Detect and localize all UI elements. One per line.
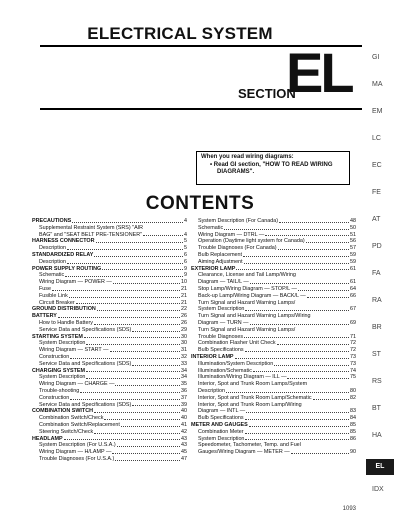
toc-heading[interactable]: [32, 266, 187, 273]
leader-dots: [243, 256, 349, 257]
leader-dots: [112, 453, 180, 454]
section-tab-bt[interactable]: BT: [372, 405, 381, 412]
toc-entry[interactable]: [32, 279, 187, 286]
leader-dots: [117, 446, 180, 447]
toc-entry-page: 21: [181, 285, 187, 292]
toc-entry[interactable]: [191, 218, 356, 225]
toc-entry[interactable]: [32, 300, 187, 307]
toc-entry-page: 29: [181, 326, 187, 333]
toc-entry-title: Illumination/Wiring Diagram — ILL —: [198, 374, 287, 381]
toc-entry-title: Bulb Specifications: [198, 347, 244, 354]
leader-dots: [244, 337, 349, 338]
toc-entry-title: Combination Meter: [198, 428, 244, 435]
toc-entry[interactable]: [32, 422, 187, 429]
toc-entry-page: 22: [181, 306, 187, 313]
toc-entry-title: POWER SUPPLY ROUTING: [32, 265, 102, 272]
toc-entry-title: Wiring Diagram — DTRL —: [198, 231, 265, 238]
toc-entry[interactable]: [191, 436, 356, 443]
toc-entry[interactable]: [32, 429, 187, 436]
toc-entry-page: 35: [181, 381, 187, 388]
toc-entry[interactable]: [32, 286, 187, 293]
note-line-1: When you read wiring diagrams:: [201, 154, 294, 160]
toc-entry-title: Combination Flasher Unit Check: [198, 340, 276, 347]
toc-entry-page: 69: [350, 319, 356, 326]
toc-entry-page: 56: [350, 238, 356, 245]
toc-entry-title: Operation (Daytime light system for Canada): [198, 238, 305, 245]
section-tab-rs[interactable]: RS: [372, 378, 382, 385]
toc-entry-title: Trouble-shooting: [39, 387, 80, 394]
leader-dots: [84, 337, 180, 338]
toc-entry-page: 82: [350, 394, 356, 401]
toc-entry[interactable]: [191, 340, 356, 347]
note-line-2: • Read GI section, "HOW TO READ WIRING: [210, 161, 333, 168]
toc-entry[interactable]: [191, 415, 356, 422]
leader-dots: [277, 344, 349, 345]
toc-entry-title: Interior, Spot and Trunk Room Lamp/Schematic: [198, 394, 312, 401]
toc-entry[interactable]: [32, 354, 187, 361]
toc-entry-page: 72: [350, 340, 356, 347]
wiring-diagram-note: [196, 151, 350, 185]
toc-entry-title: Back-up Lamp/Wiring Diagram — BACK/L —: [198, 292, 306, 299]
section-label: SECTION: [238, 86, 296, 101]
toc-entry-page: 9: [184, 265, 187, 272]
toc-entry-page: 71: [350, 333, 356, 340]
section-tab-lc[interactable]: LC: [372, 135, 381, 142]
toc-entry-page: 26: [181, 313, 187, 320]
toc-entry-title: Service Data and Specifications (SDS): [39, 401, 132, 408]
toc-entry-page: 6: [184, 251, 187, 258]
toc-entry-page: 45: [181, 449, 187, 456]
toc-entry-title: Fuse: [39, 285, 51, 292]
toc-entry[interactable]: [32, 381, 187, 388]
leader-dots: [132, 365, 180, 366]
leader-dots: [143, 235, 183, 236]
toc-entry-title: System Description (For U.S.A.): [39, 442, 116, 449]
leader-dots: [94, 433, 180, 434]
toc-entry-page: 51: [350, 231, 356, 238]
leader-dots: [236, 269, 349, 270]
toc-entry-title: COMBINATION SWITCH: [32, 408, 93, 415]
leader-dots: [313, 399, 349, 400]
toc-entry[interactable]: [191, 300, 356, 307]
toc-entry-title: Bulb Replacement: [198, 251, 243, 258]
toc-entry-page: 40: [181, 415, 187, 422]
toc-heading[interactable]: [191, 354, 356, 361]
toc-entry[interactable]: [191, 259, 356, 266]
toc-entry[interactable]: [191, 334, 356, 341]
toc-entry[interactable]: [191, 402, 356, 409]
toc-entry-page: 6: [184, 258, 187, 265]
toc-entry-title: How to Handle Battery: [39, 319, 93, 326]
toc-entry[interactable]: [191, 381, 356, 388]
toc-entry[interactable]: [191, 374, 356, 381]
toc-entry-page: 85: [350, 428, 356, 435]
leader-dots: [274, 365, 349, 366]
toc-entry-page: 50: [350, 224, 356, 231]
toc-entry-title: PRECAUTIONS: [32, 218, 72, 224]
toc-heading[interactable]: [32, 306, 187, 313]
toc-entry-title: Service Data and Specifications (SDS): [39, 326, 132, 333]
toc-entry-title: Construction: [39, 353, 70, 360]
toc-entry-title: Trouble Diagnoses (For Canada): [198, 245, 277, 252]
toc-entry-title: Steering Switch/Check: [39, 428, 94, 435]
toc-entry-title: Interior, Spot and Trunk Room Lamps/System: [198, 381, 308, 388]
leader-dots: [86, 378, 180, 379]
toc-entry-page: 84: [350, 415, 356, 422]
section-tab-el[interactable]: EL: [366, 459, 394, 475]
toc-entry-title: Aiming Adjustment: [198, 258, 243, 265]
toc-entry-page: 90: [350, 449, 356, 456]
toc-entry-page: 73: [350, 353, 356, 360]
leader-dots: [94, 324, 180, 325]
toc-entry-title: Fusible Link: [39, 292, 68, 299]
toc-entry-page: 34: [181, 374, 187, 381]
toc-entry-title: Stop Lamp/Wiring Diagram — STOP/L —: [198, 285, 297, 292]
toc-entry-title: Trouble Diagnoses: [198, 333, 244, 340]
toc-entry[interactable]: [191, 449, 356, 456]
toc-heading[interactable]: [32, 238, 187, 245]
leader-dots: [307, 297, 349, 298]
toc-entry-title: Clearance, License and Tail Lamp/Wiring: [198, 272, 296, 279]
toc-entry-page: 9: [184, 272, 187, 279]
toc-entry-title: HEADLAMP: [32, 435, 63, 442]
toc-entry-title: Service Data and Specifications (SDS): [39, 360, 132, 367]
section-tabs: [370, 0, 400, 518]
toc-entry[interactable]: [32, 272, 187, 279]
leader-dots: [249, 426, 349, 427]
toc-entry-title: Diagram — INTL —: [198, 408, 246, 415]
toc-entry-page: 83: [350, 408, 356, 415]
toc-entry-title: EXTERIOR LAMP: [191, 265, 236, 272]
toc-entry-title: Wiring Diagram — CHARGE —: [39, 381, 115, 388]
toc-entry-page: 80: [350, 387, 356, 394]
section-tab-ec[interactable]: EC: [372, 162, 382, 169]
leader-dots: [115, 385, 180, 386]
toc-entry-page: 47: [181, 455, 187, 462]
toc-entry-title: Gauges/Wiring Diagram — METER —: [198, 449, 290, 456]
toc-entry-page: 5: [184, 245, 187, 252]
leader-dots: [96, 242, 184, 243]
toc-entry[interactable]: [32, 442, 187, 449]
toc-entry-title: Illumination/Schematic: [198, 367, 252, 374]
leader-dots: [235, 358, 349, 359]
toc-entry-page: 61: [350, 279, 356, 286]
toc-entry-title: Combination Switch/Replacement: [39, 421, 120, 428]
toc-entry[interactable]: [191, 286, 356, 293]
toc-entry-title: Bulb Specifications: [198, 415, 244, 422]
leader-dots: [86, 344, 180, 345]
page-number: 1093: [342, 506, 356, 512]
toc-entry-title: Circuit Breaker: [39, 299, 75, 306]
toc-entry-title: Description: [39, 245, 66, 252]
toc-entry[interactable]: [191, 429, 356, 436]
section-tab-br[interactable]: BR: [372, 324, 382, 331]
leader-dots: [104, 419, 180, 420]
section-code: EL: [286, 41, 352, 104]
toc-entry-title: Schematic: [39, 272, 65, 279]
leader-dots: [58, 317, 180, 318]
leader-dots: [278, 249, 349, 250]
section-tab-ra[interactable]: RA: [372, 297, 382, 304]
toc-entry[interactable]: [191, 306, 356, 313]
leader-dots: [64, 439, 180, 440]
leader-dots: [110, 351, 181, 352]
toc-entry-page: 42: [181, 428, 187, 435]
toc-entry-page: 31: [181, 347, 187, 354]
toc-entry-page: 59: [350, 251, 356, 258]
toc-entry[interactable]: [191, 320, 356, 327]
toc-entry-page: 33: [181, 360, 187, 367]
leader-dots: [97, 310, 180, 311]
toc-entry-page: 32: [181, 353, 187, 360]
toc-entry-page: 73: [350, 360, 356, 367]
toc-right-column: [191, 218, 356, 456]
toc-entry[interactable]: [32, 449, 187, 456]
toc-entry-page: 5: [184, 238, 187, 245]
leader-dots: [265, 235, 349, 236]
toc-entry-title: Illumination/System Description: [198, 360, 274, 367]
toc-heading[interactable]: [32, 334, 187, 341]
leader-dots: [86, 371, 180, 372]
leader-dots: [115, 460, 180, 461]
toc-entry[interactable]: [32, 361, 187, 368]
leader-dots: [306, 242, 349, 243]
leader-dots: [245, 310, 349, 311]
toc-entry-page: 4: [184, 218, 187, 224]
toc-entry-title: Trouble Diagnoses (For U.S.A.): [39, 455, 115, 462]
toc-entry-title: System Description: [198, 306, 245, 313]
toc-heading[interactable]: [32, 218, 187, 225]
toc-heading[interactable]: [32, 408, 187, 415]
toc-entry[interactable]: [32, 320, 187, 327]
section-tab-pd[interactable]: PD: [372, 243, 382, 250]
leader-dots: [94, 412, 180, 413]
toc-left-column: [32, 218, 187, 463]
leader-dots: [250, 283, 349, 284]
toc-entry-title: Wiring Diagram — POWER —: [39, 279, 112, 286]
toc-entry[interactable]: [191, 395, 356, 402]
toc-heading[interactable]: [32, 436, 187, 443]
toc-entry-title: Description: [39, 258, 66, 265]
contents-heading: CONTENTS: [145, 193, 255, 214]
leader-dots: [69, 297, 180, 298]
toc-heading[interactable]: [32, 368, 187, 375]
toc-entry-title: CHARGING SYSTEM: [32, 367, 86, 374]
leader-dots: [113, 283, 180, 284]
toc-entry-page: 30: [181, 340, 187, 347]
toc-entry[interactable]: [32, 456, 187, 463]
page-title: ELECTRICAL SYSTEM: [87, 24, 273, 43]
toc-entry-page: 74: [350, 367, 356, 374]
toc-entry-title: STANDARDIZED RELAY: [32, 251, 94, 258]
section-tab-em[interactable]: EM: [372, 108, 383, 115]
toc-entry[interactable]: [191, 245, 356, 252]
toc-entry[interactable]: [191, 361, 356, 368]
leader-dots: [287, 378, 349, 379]
leader-dots: [132, 331, 180, 332]
toc-entry[interactable]: [32, 340, 187, 347]
leader-dots: [245, 433, 349, 434]
leader-dots: [72, 222, 183, 223]
toc-entry-title: Combination Switch/Check: [39, 415, 104, 422]
toc-entry-title: Description: [198, 387, 225, 394]
toc-entry-title: Supplemental Restraint System (SRS) "AIR: [39, 224, 144, 231]
toc-entry-page: 59: [350, 258, 356, 265]
section-tab-idx[interactable]: IDX: [372, 486, 384, 493]
toc-entry[interactable]: [191, 225, 356, 232]
leader-dots: [298, 290, 349, 291]
leader-dots: [226, 392, 349, 393]
toc-entry-title: System Description: [198, 435, 245, 442]
leader-dots: [52, 290, 180, 291]
toc-entry[interactable]: [191, 388, 356, 395]
leader-dots: [245, 439, 349, 440]
leader-dots: [132, 405, 180, 406]
toc-entry-page: 36: [181, 387, 187, 394]
toc-entry-page: 34: [181, 367, 187, 374]
toc-entry-page: 43: [181, 435, 187, 442]
toc-entry-page: 48: [350, 218, 356, 224]
toc-entry-page: 85: [350, 421, 356, 428]
toc-entry[interactable]: [32, 347, 187, 354]
toc-heading[interactable]: [191, 422, 356, 429]
toc-entry-page: 43: [181, 442, 187, 449]
toc-entry-page: 21: [181, 292, 187, 299]
toc-entry[interactable]: [191, 293, 356, 300]
leader-dots: [65, 276, 183, 277]
leader-dots: [250, 324, 349, 325]
toc-entry[interactable]: [191, 252, 356, 259]
toc-entry-title: Wiring Diagram — H/LAMP —: [39, 449, 112, 456]
toc-entry-page: 30: [181, 333, 187, 340]
toc-entry-title: Turn Signal and Hazard Warning Lamps/: [198, 326, 296, 333]
leader-dots: [102, 269, 183, 270]
note-line-3: DIAGRAMS".: [217, 169, 255, 175]
toc-entry[interactable]: [191, 408, 356, 415]
leader-dots: [245, 419, 349, 420]
toc-entry-title: Turn Signal and Hazard Warning Lamps/: [198, 299, 296, 306]
leader-dots: [67, 263, 183, 264]
toc-entry[interactable]: [191, 238, 356, 245]
section-tab-ma[interactable]: MA: [372, 81, 383, 88]
toc-entry-title: GROUND DISTRIBUTION: [32, 306, 96, 313]
section-tab-gi[interactable]: GI: [372, 54, 380, 61]
toc-entry[interactable]: [191, 279, 356, 286]
leader-dots: [246, 412, 349, 413]
toc-entry-title: System Description: [39, 340, 86, 347]
toc-entry-page: 26: [181, 319, 187, 326]
section-rule: [40, 108, 362, 110]
toc-entry[interactable]: [32, 388, 187, 395]
toc-entry[interactable]: [191, 347, 356, 354]
toc-entry-title: STARTING SYSTEM: [32, 333, 83, 340]
section-tab-st[interactable]: ST: [372, 351, 381, 358]
leader-dots: [245, 351, 349, 352]
toc-heading[interactable]: [191, 266, 356, 273]
toc-entry-page: 4: [184, 231, 187, 238]
toc-entry-title: Diagram — TURN —: [198, 319, 249, 326]
toc-entry-page: 61: [350, 265, 356, 272]
leader-dots: [279, 222, 349, 223]
toc-entry-page: 64: [350, 285, 356, 292]
section-tab-fe[interactable]: FE: [372, 189, 381, 196]
toc-entry[interactable]: [32, 395, 187, 402]
toc-entry[interactable]: [32, 225, 187, 232]
leader-dots: [70, 399, 180, 400]
leader-dots: [94, 256, 183, 257]
toc-entry[interactable]: [32, 245, 187, 252]
toc-entry-title: Construction: [39, 394, 70, 401]
toc-entry-page: 86: [350, 435, 356, 442]
toc-entry-page: 10: [181, 279, 187, 286]
toc-entry-page: 67: [350, 306, 356, 313]
toc-entry-title: Interior, Spot and Trunk Room Lamp/Wiring: [198, 401, 302, 408]
toc-entry-page: 39: [181, 401, 187, 408]
toc-entry-title: INTERIOR LAMP: [191, 353, 234, 360]
toc-entry-title: BAG" and "SEAT BELT PRE-TENSIONER": [39, 231, 143, 238]
leader-dots: [224, 229, 349, 230]
toc-entry[interactable]: [32, 232, 187, 239]
leader-dots: [253, 371, 349, 372]
toc-entry[interactable]: [32, 402, 187, 409]
leader-dots: [244, 263, 349, 264]
toc-entry[interactable]: [32, 259, 187, 266]
toc-entry[interactable]: [191, 368, 356, 375]
toc-heading[interactable]: [32, 313, 187, 320]
toc-entry[interactable]: [191, 313, 356, 320]
toc-entry[interactable]: [191, 442, 356, 449]
toc-entry[interactable]: [32, 293, 187, 300]
toc-entry-title: Diagram — TAIL/L —: [198, 279, 249, 286]
toc-heading[interactable]: [32, 252, 187, 259]
toc-entry-title: Speedometer, Tachometer, Temp. and Fuel: [198, 442, 301, 449]
leader-dots: [291, 453, 349, 454]
toc-entry[interactable]: [191, 272, 356, 279]
section-tab-at[interactable]: AT: [372, 216, 381, 223]
toc-entry-page: 40: [181, 408, 187, 415]
toc-entry-page: 75: [350, 374, 356, 381]
toc-entry-page: 57: [350, 245, 356, 252]
toc-entry-page: 41: [181, 421, 187, 428]
toc-entry[interactable]: [32, 415, 187, 422]
toc-entry[interactable]: [32, 374, 187, 381]
toc-entry-title: HARNESS CONNECTOR: [32, 238, 95, 245]
leader-dots: [76, 303, 180, 304]
toc-entry-page: 21: [181, 299, 187, 306]
toc-entry-title: System Description (For Canada): [198, 218, 278, 224]
toc-entry[interactable]: [191, 327, 356, 334]
section-tab-ha[interactable]: HA: [372, 432, 382, 439]
toc-entry-title: BATTERY: [32, 313, 57, 320]
toc-entry-title: METER AND GAUGES: [191, 421, 248, 428]
leader-dots: [80, 392, 180, 393]
toc-entry[interactable]: [32, 327, 187, 334]
toc-entry[interactable]: [191, 232, 356, 239]
toc-entry-title: Turn Signal and Hazard Warning Lamps/Wiring: [198, 313, 311, 320]
toc-entry-page: 66: [350, 292, 356, 299]
toc-entry-title: Wiring Diagram — START —: [39, 347, 109, 354]
leader-dots: [70, 358, 180, 359]
leader-dots: [121, 426, 180, 427]
section-tab-fa[interactable]: FA: [372, 270, 381, 277]
toc-entry-page: 37: [181, 394, 187, 401]
leader-dots: [67, 249, 183, 250]
toc-entry-title: System Description: [39, 374, 86, 381]
toc-entry-title: Schematic: [198, 224, 224, 231]
toc-entry-page: 72: [350, 347, 356, 354]
